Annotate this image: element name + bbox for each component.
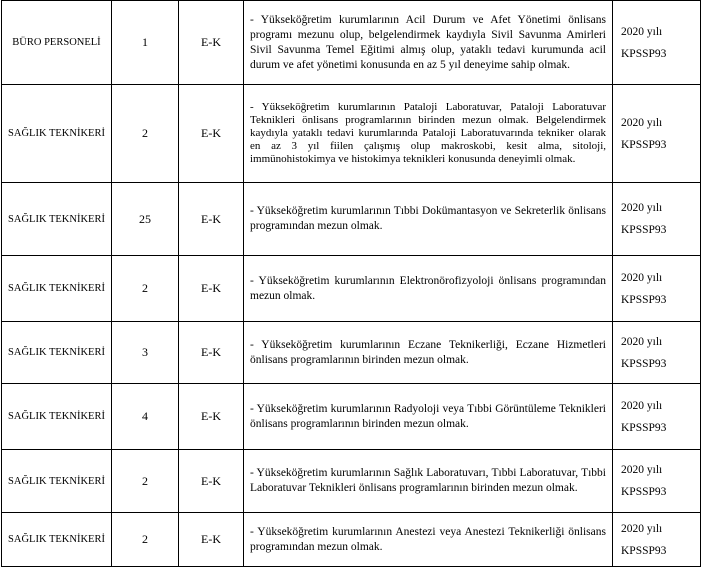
selection-score: KPSSP93: [621, 47, 667, 60]
requirement-text: - Yükseköğretim kurumlarının Tıbbi Dokümantasyon ve Sekreterlik önlisans programından mezun olmak.: [244, 183, 613, 256]
position-count: 3: [112, 322, 179, 384]
selection-cell: [613, 384, 701, 450]
position-title: SAĞLIK TEKNİKERİ: [2, 85, 112, 183]
table-row: [2, 513, 701, 567]
requirement-text: - Yükseköğretim kurumlarının Pataloji Laboratuvar, Pataloji Laboratuvar Teknikleri önlisans programlarının birinden mezun olmak. Belgelendirmek kaydıyla yataklı tedavi kurumlarında Pataloji Laboratuvarında tekniker olarak en az 3 yıl fiilen çalışmış olup makroskobi, kesit alma, sitoloji, immünohistokimya ve histokimya teknikleri konusunda deneyimli olmak.: [244, 85, 613, 183]
requirement-text: - Yükseköğretim kurumlarının Acil Durum ve Afet Yönetimi önlisans programı mezunu olup, belgelendirmek kaydıyla Sivil Savunma Amirleri Sivil Savunma Temel Eğitimi almış olup, yataklı tedavi kurumunda acil durum ve afet yönetimi konusunda en az 5 yıl deneyime sahip olmak.: [244, 1, 613, 85]
position-title: SAĞLIK TEKNİKERİ: [2, 513, 112, 567]
table-row: [2, 256, 701, 322]
selection-year: 2020 yılı: [621, 335, 663, 348]
table-row: [2, 183, 701, 256]
selection-year: 2020 yılı: [621, 116, 663, 129]
requirement-text: - Yükseköğretim kurumlarının Sağlık Laboratuvarı, Tıbbi Laboratuvar, Tıbbi Laboratuvar Teknikleri önlisans programlarının birinden mezun olmak.: [244, 450, 613, 513]
table-row: [2, 1, 701, 85]
gender-cell: E-K: [179, 256, 244, 322]
gender-cell: E-K: [179, 513, 244, 567]
requirement-text: - Yükseköğretim kurumlarının Radyoloji veya Tıbbi Görüntüleme Teknikleri önlisans programlarının birinden mezun olmak.: [244, 384, 613, 450]
requirement-text: - Yükseköğretim kurumlarının Eczane Teknikerliği, Eczane Hizmetleri önlisans programlarının birinden mezun olmak.: [244, 322, 613, 384]
selection-cell: [613, 322, 701, 384]
selection-year: 2020 yılı: [621, 271, 663, 284]
position-count: 1: [112, 1, 179, 85]
table-row: [2, 384, 701, 450]
selection-year: 2020 yılı: [621, 202, 663, 214]
gender-cell: E-K: [179, 384, 244, 450]
position-title: BÜRO PERSONELİ: [2, 1, 112, 85]
selection-cell: [613, 256, 701, 322]
position-count: 25: [112, 183, 179, 256]
selection-year: 2020 yılı: [621, 522, 663, 535]
selection-score: KPSSP93: [621, 544, 667, 557]
position-title: SAĞLIK TEKNİKERİ: [2, 256, 112, 322]
gender-cell: E-K: [179, 85, 244, 183]
selection-cell: [613, 513, 701, 567]
selection-cell: [613, 85, 701, 183]
table-row: [2, 85, 701, 183]
requirement-text: - Yükseköğretim kurumlarının Elektronörofizyoloji önlisans programından mezun olmak.: [244, 256, 613, 322]
selection-score: KPSSP93: [621, 357, 667, 370]
selection-score: KPSSP93: [621, 293, 667, 306]
gender-cell: E-K: [179, 183, 244, 256]
position-count: 2: [112, 513, 179, 567]
selection-year: 2020 yılı: [621, 464, 663, 476]
table-row: [2, 450, 701, 513]
position-count: 2: [112, 450, 179, 513]
selection-score: KPSSP93: [621, 421, 667, 434]
position-title: SAĞLIK TEKNİKERİ: [2, 322, 112, 384]
position-count: 4: [112, 384, 179, 450]
table-row: [2, 322, 701, 384]
selection-score: KPSSP93: [621, 224, 667, 236]
requirement-text: - Yükseköğretim kurumlarının Anestezi veya Anestezi Teknikerliği önlisans programından mezun olmak.: [244, 513, 613, 567]
selection-year: 2020 yılı: [621, 399, 663, 412]
gender-cell: E-K: [179, 1, 244, 85]
selection-cell: [613, 183, 701, 256]
position-count: 2: [112, 256, 179, 322]
gender-cell: E-K: [179, 450, 244, 513]
position-count: 2: [112, 85, 179, 183]
selection-year: 2020 yılı: [621, 25, 663, 38]
selection-cell: [613, 450, 701, 513]
gender-cell: E-K: [179, 322, 244, 384]
positions-table: [1, 0, 701, 567]
position-title: SAĞLIK TEKNİKERİ: [2, 384, 112, 450]
selection-score: KPSSP93: [621, 138, 667, 151]
selection-score: KPSSP93: [621, 486, 667, 498]
selection-cell: [613, 1, 701, 85]
position-title: SAĞLIK TEKNİKERİ: [2, 450, 112, 513]
position-title: SAĞLIK TEKNİKERİ: [2, 183, 112, 256]
